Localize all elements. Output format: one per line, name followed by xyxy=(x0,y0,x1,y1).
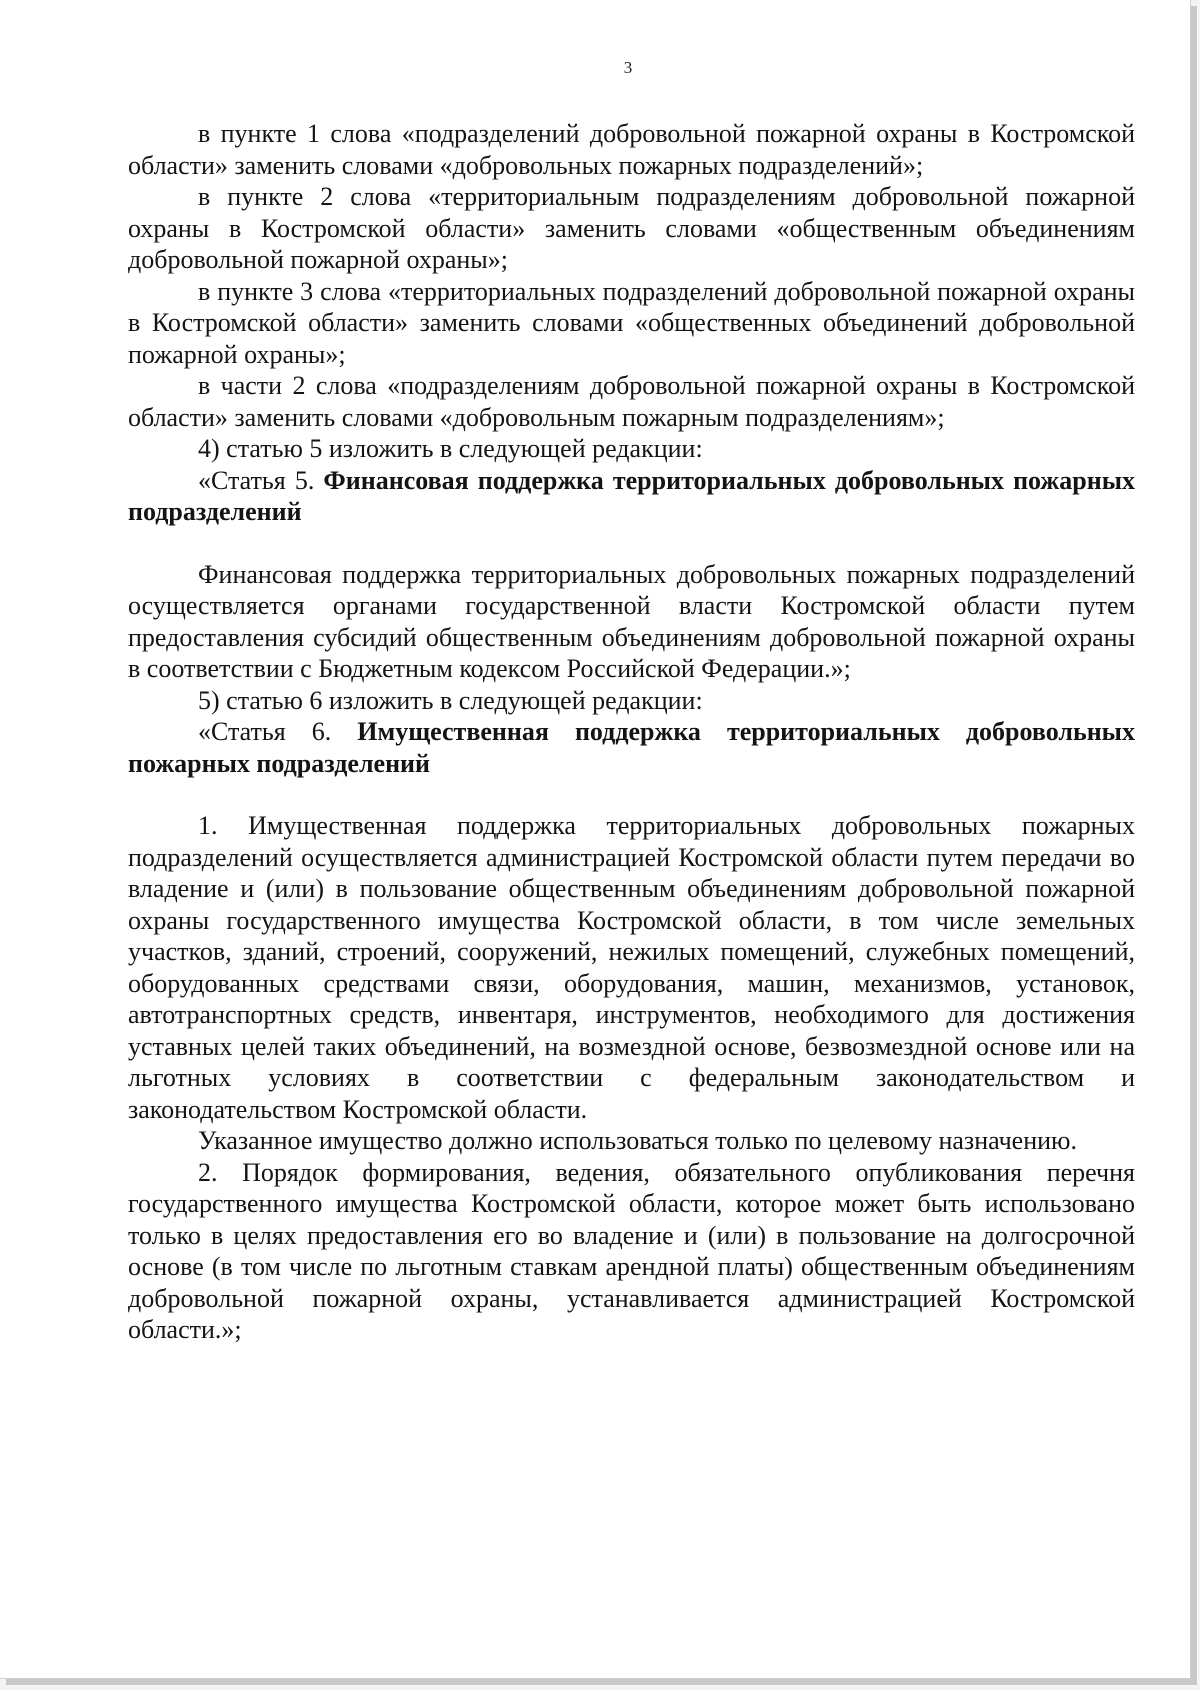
paragraph-article-6-part-2: 2. Порядок формирования, ведения, обязательного опубликования перечня государственного имущества Костромской области, которое может быть использовано только в целях предоставления его во владение и (или) в пользование на долгосрочной основе (в том числе по льготным ставкам арендной платы) общественным объединениям добровольной пожарной охраны, устанавливается администрацией Костромской области.»; xyxy=(128,1157,1135,1344)
spacer xyxy=(128,779,1135,810)
article-6-heading xyxy=(128,716,1135,779)
paragraph-part-2: в части 2 слова «подразделениям добровольной пожарной охраны в Костромской области» заменить словами «добровольным пожарным подразделениям»; xyxy=(128,371,1135,432)
article-5-heading xyxy=(128,465,1135,528)
spacer xyxy=(128,528,1135,559)
article-6-prefix: «Статья 6. xyxy=(198,717,358,746)
paragraph-article-5-instruction: 4) статью 5 изложить в следующей редакции: xyxy=(198,434,703,463)
article-5-prefix: «Статья 5. xyxy=(198,465,324,495)
document-body xyxy=(128,118,1135,1346)
paragraph-point-2: в пункте 2 слова «территориальным подразделениям добровольной пожарной охраны в Костромской области» заменить словами «общественным объединениям добровольной пожарной охраны»; xyxy=(128,182,1135,274)
article-6-title: Имущественная поддержка территориальных добровольных пожарных подразделений xyxy=(128,717,1135,778)
paragraph-article-6-instruction: 5) статью 6 изложить в следующей редакции: xyxy=(198,685,703,715)
paragraph-article-6-purpose: Указанное имущество должно использоваться только по целевому назначению. xyxy=(198,1126,1077,1155)
paragraph-article-5-text: Финансовая поддержка территориальных добровольных пожарных подразделений осуществляется органами государственной власти Костромской области путем предоставления субсидий общественным объединениям добровольной пожарной охраны в соответствии с Бюджетным кодексом Российской Федерации.»; xyxy=(128,559,1135,683)
paragraph-point-3: в пункте 3 слова «территориальных подразделений добровольной пожарной охраны в Костромской области» заменить словами «общественных объединений добровольной пожарной охраны»; xyxy=(128,276,1135,369)
article-5-title: Финансовая поддержка территориальных добровольных пожарных подразделений xyxy=(128,465,1135,526)
page-number: 3 xyxy=(623,58,633,77)
paragraph-article-6-part-1: 1. Имущественная поддержка территориальных добровольных пожарных подразделений осуществляется администрацией Костромской области путем передачи во владение и (или) в пользование общественным объединениям добровольной пожарной охраны государственного имущества Костромской области, в том числе земельных участков, зданий, строений, сооружений, нежилых помещений, служебных помещений, оборудованных средствами связи, оборудования, машин, механизмов, установок, автотранспортных средств, инвентаря, инструментов, необходимого для достижения уставных целей таких объединений, на возмездной основе, безвозмездной основе или на льготных условиях в соответствии с федеральным законодательством и законодательством Костромской области. xyxy=(128,811,1135,1124)
paragraph-point-1: в пункте 1 слова «подразделений добровольной пожарной охраны в Костромской области» заменить словами «добровольных пожарных подразделений»; xyxy=(128,119,1135,180)
